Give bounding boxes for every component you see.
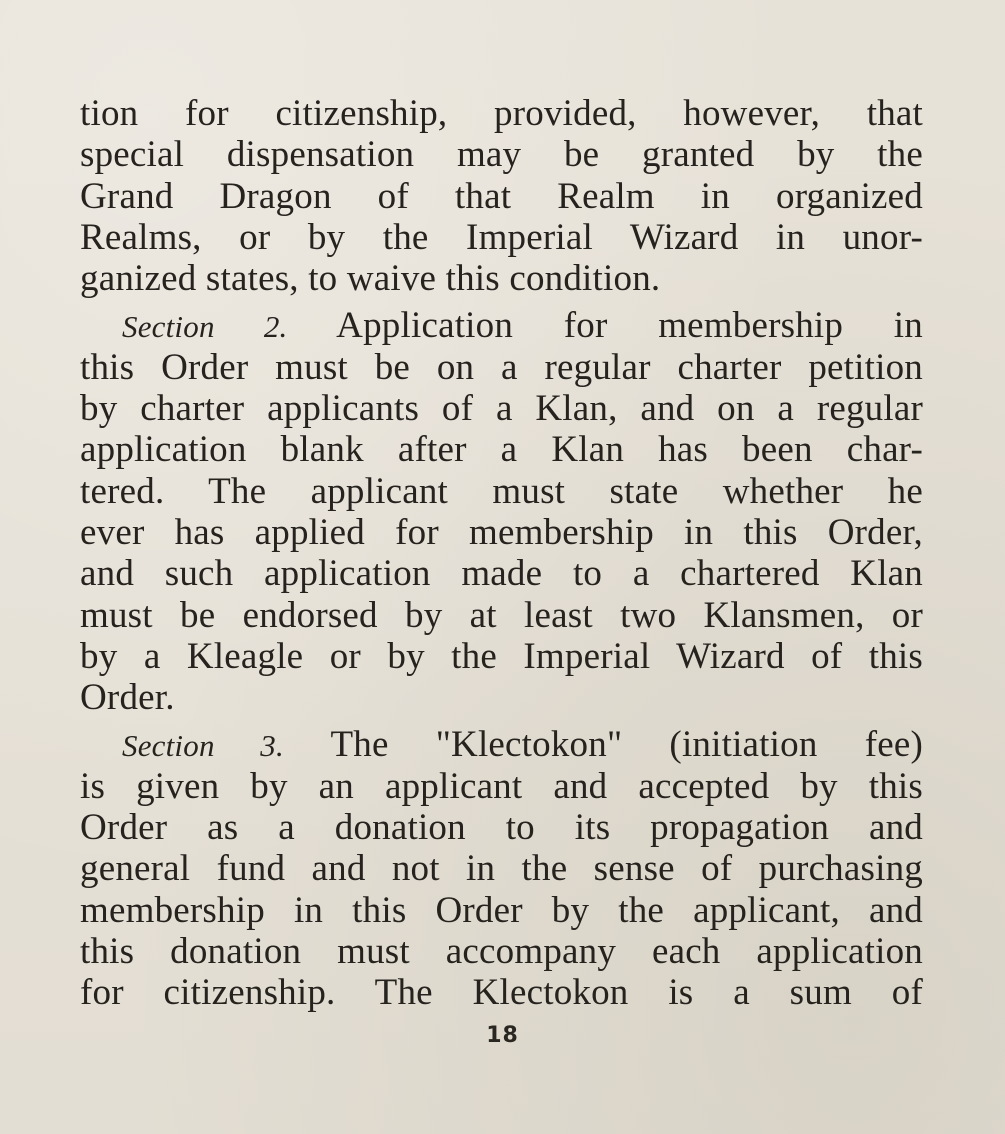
text-line: membership in this Order by the applicant, and: [80, 889, 923, 931]
text-line: and such application made to a chartered Klan: [80, 553, 923, 595]
text-line: general fund and not in the sense of purchasing: [80, 848, 923, 890]
paragraph-section-3: [80, 724, 923, 1013]
text-line: by charter applicants of a Klan, and on a regular: [80, 388, 923, 430]
text-line: tered. The applicant must state whether he: [80, 470, 923, 512]
text-line: is given by an applicant and accepted by this: [80, 765, 923, 807]
section-label: Section 2.: [122, 309, 288, 345]
text-line: [80, 305, 923, 346]
paragraph-section-2: [80, 305, 923, 718]
text-line: [80, 724, 923, 765]
text-line: Grand Dragon of that Realm in organized: [80, 175, 923, 217]
text-line: Order as a donation to its propagation and: [80, 807, 923, 849]
text-line: ganized states, to waive this condition.: [80, 258, 661, 300]
text-line: application blank after a Klan has been char-: [80, 429, 923, 471]
body-text: [80, 93, 923, 1014]
text-line: tion for citizenship, provided, however, that: [80, 93, 923, 134]
text-line-content: Application for membership in: [336, 305, 923, 347]
text-line: ever has applied for membership in this Order,: [80, 511, 923, 553]
text-line: by a Kleagle or by the Imperial Wizard of this: [80, 635, 923, 677]
text-line: must be endorsed by at least two Klansmen, or: [80, 594, 923, 636]
text-line: for citizenship. The Klectokon is a sum of: [80, 972, 923, 1014]
text-line: special dispensation may be granted by the: [80, 134, 923, 176]
text-line: this Order must be on a regular charter petition: [80, 346, 923, 388]
text-line: this donation must accompany each application: [80, 930, 923, 972]
paragraph-continuation: [80, 93, 923, 299]
text-line: Realms, or by the Imperial Wizard in unor-: [80, 216, 923, 258]
page-number: 18: [486, 1023, 519, 1048]
section-label: Section 3.: [122, 728, 284, 764]
text-line-content: The "Klectokon" (initiation fee): [330, 724, 923, 766]
text-line: Order.: [80, 677, 175, 719]
